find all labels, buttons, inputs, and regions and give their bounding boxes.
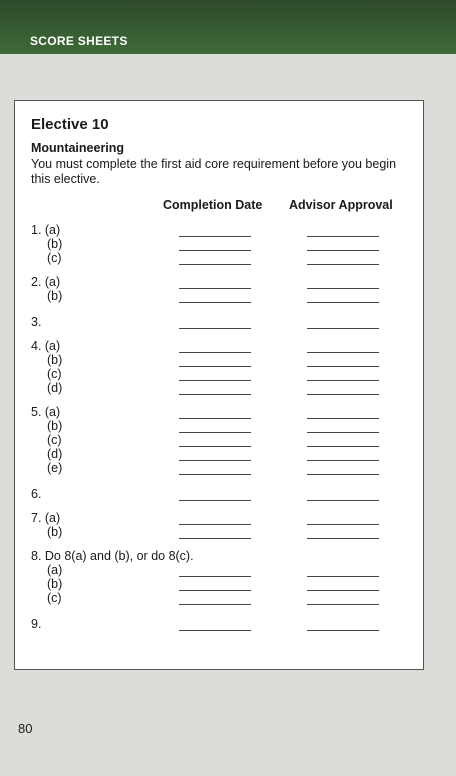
advisor-approval-line[interactable] [307, 446, 379, 447]
requirement-label: (a) [47, 563, 63, 577]
score-sheet-card [14, 100, 424, 670]
elective-subtitle: Mountaineering [31, 141, 125, 155]
completion-date-line[interactable] [179, 446, 251, 447]
advisor-approval-line[interactable] [307, 474, 379, 475]
completion-date-line[interactable] [179, 302, 251, 303]
advisor-approval-line[interactable] [307, 500, 379, 501]
advisor-approval-line[interactable] [307, 538, 379, 539]
completion-date-line[interactable] [179, 590, 251, 591]
page-number: 80 [18, 721, 33, 736]
advisor-approval-line[interactable] [307, 604, 379, 605]
completion-date-line[interactable] [179, 236, 251, 237]
completion-date-line[interactable] [179, 524, 251, 525]
banner-title: SCORE SHEETS [30, 34, 128, 48]
advisor-approval-line[interactable] [307, 328, 379, 329]
requirement-label: (b) [47, 419, 63, 433]
advisor-approval-line[interactable] [307, 524, 379, 525]
requirement-label: 6. [31, 487, 42, 501]
advisor-approval-line[interactable] [307, 630, 379, 631]
elective-title: Elective 10 [31, 116, 109, 133]
advisor-approval-line[interactable] [307, 302, 379, 303]
completion-date-line[interactable] [179, 366, 251, 367]
requirement-label: 8. Do 8(a) and (b), or do 8(c). [31, 549, 194, 563]
requirement-label: 2. (a) [31, 275, 61, 289]
requirement-label: 9. [31, 617, 42, 631]
requirement-label: 3. [31, 315, 42, 329]
requirement-label: (c) [47, 251, 62, 265]
completion-date-header: Completion Date [163, 198, 263, 212]
requirement-label: 7. (a) [31, 511, 61, 525]
requirement-label: (c) [47, 591, 62, 605]
completion-date-line[interactable] [179, 328, 251, 329]
completion-date-line[interactable] [179, 288, 251, 289]
advisor-approval-line[interactable] [307, 460, 379, 461]
advisor-approval-line[interactable] [307, 236, 379, 237]
completion-date-line[interactable] [179, 460, 251, 461]
completion-date-line[interactable] [179, 394, 251, 395]
requirement-label: (c) [47, 367, 62, 381]
requirement-label: (b) [47, 525, 63, 539]
completion-date-line[interactable] [179, 418, 251, 419]
advisor-approval-header: Advisor Approval [289, 198, 393, 212]
advisor-approval-line[interactable] [307, 576, 379, 577]
advisor-approval-line[interactable] [307, 288, 379, 289]
requirement-label: (c) [47, 433, 62, 447]
requirement-label: (d) [47, 381, 63, 395]
requirement-label: 5. (a) [31, 405, 61, 419]
intro-text: You must complete the first aid core requirement before you begin this elective. [31, 157, 397, 186]
requirement-label: (b) [47, 289, 63, 303]
advisor-approval-line[interactable] [307, 264, 379, 265]
requirement-label: (e) [47, 461, 63, 475]
advisor-approval-line[interactable] [307, 394, 379, 395]
advisor-approval-line[interactable] [307, 380, 379, 381]
advisor-approval-line[interactable] [307, 352, 379, 353]
requirement-label: (d) [47, 447, 63, 461]
completion-date-line[interactable] [179, 250, 251, 251]
requirement-label: 4. (a) [31, 339, 61, 353]
advisor-approval-line[interactable] [307, 366, 379, 367]
requirement-label: (b) [47, 237, 63, 251]
requirement-label: 1. (a) [31, 223, 61, 237]
advisor-approval-line[interactable] [307, 250, 379, 251]
completion-date-line[interactable] [179, 264, 251, 265]
completion-date-line[interactable] [179, 500, 251, 501]
completion-date-line[interactable] [179, 432, 251, 433]
completion-date-line[interactable] [179, 630, 251, 631]
completion-date-line[interactable] [179, 576, 251, 577]
completion-date-line[interactable] [179, 380, 251, 381]
header-banner [0, 0, 456, 54]
requirement-label: (b) [47, 577, 63, 591]
completion-date-line[interactable] [179, 474, 251, 475]
completion-date-line[interactable] [179, 604, 251, 605]
requirement-label: (b) [47, 353, 63, 367]
advisor-approval-line[interactable] [307, 418, 379, 419]
advisor-approval-line[interactable] [307, 432, 379, 433]
advisor-approval-line[interactable] [307, 590, 379, 591]
completion-date-line[interactable] [179, 538, 251, 539]
completion-date-line[interactable] [179, 352, 251, 353]
